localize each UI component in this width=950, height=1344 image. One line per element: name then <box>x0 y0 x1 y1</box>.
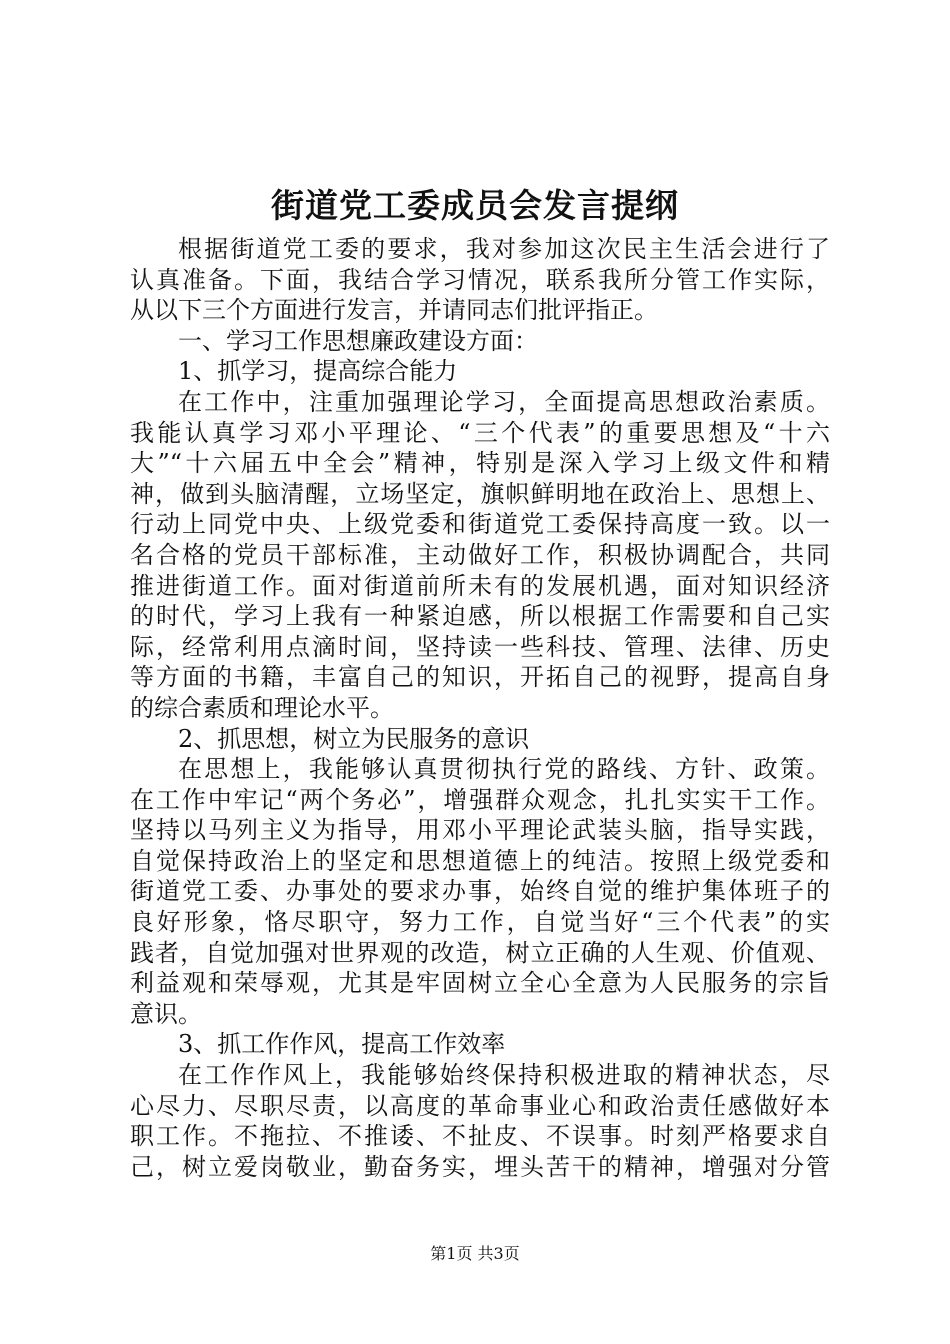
body-line: 践者，自觉加强对世界观的改造，树立正确的人生观、价值观、 <box>130 938 830 967</box>
body-line: 名合格的党员干部标准，主动做好工作，积极协调配合，共同 <box>130 540 830 569</box>
body-line: 1、抓学习，提高综合能力 <box>178 357 458 386</box>
body-line: 推进街道工作。面对街道前所未有的发展机遇，面对知识经济 <box>130 571 830 600</box>
body-line: 在工作作风上，我能够始终保持积极进取的精神状态，尽 <box>178 1061 830 1090</box>
body-line: 在工作中牢记“两个务必”，增强群众观念，扎扎实实干工作。 <box>130 785 830 814</box>
body-line: 2、抓思想，树立为民服务的意识 <box>178 724 530 753</box>
body-line: 心尽力、尽职尽责，以高度的革命事业心和政治责任感做好本 <box>130 1091 830 1120</box>
body-line: 的时代，学习上我有一种紧迫感，所以根据工作需要和自己实 <box>130 602 830 631</box>
body-line: 利益观和荣辱观，尤其是牢固树立全心全意为人民服务的宗旨 <box>130 969 830 998</box>
body-line: 际，经常利用点滴时间，坚持读一些科技、管理、法律、历史 <box>130 632 830 661</box>
document-title: 街道党工委成员会发言提纲 <box>271 186 679 225</box>
page-footer: 第1页 共3页 <box>430 1244 520 1263</box>
body-line: 根据街道党工委的要求，我对参加这次民主生活会进行了 <box>178 235 830 263</box>
body-line: 意识。 <box>130 999 202 1028</box>
body-line: 3、抓工作作风，提高工作效率 <box>178 1030 506 1059</box>
body-line: 在工作中，注重加强理论学习，全面提高思想政治素质。 <box>178 387 830 416</box>
body-line: 认真准备。下面，我结合学习情况，联系我所分管工作实际， <box>130 265 830 294</box>
body-line: 自觉保持政治上的坚定和思想道德上的纯洁。按照上级党委和 <box>130 846 830 875</box>
body-line: 等方面的书籍，丰富自己的知识，开拓自己的视野，提高自身 <box>130 663 830 692</box>
body-line: 从以下三个方面进行发言，并请同志们批评指正。 <box>130 296 658 325</box>
body-line: 的综合素质和理论水平。 <box>130 693 394 722</box>
body-line: 我能认真学习邓小平理论、“三个代表”的重要思想及“十六 <box>130 418 830 447</box>
document-body <box>130 234 830 1182</box>
body-line: 街道党工委、办事处的要求办事，始终自觉的维护集体班子的 <box>130 877 830 906</box>
body-line: 一、学习工作思想廉政建设方面： <box>178 326 538 355</box>
body-line: 在思想上，我能够认真贯彻执行党的路线、方针、政策。 <box>178 755 830 784</box>
body-line: 职工作。不拖拉、不推诿、不扯皮、不误事。时刻严格要求自 <box>130 1122 830 1151</box>
body-line: 行动上同党中央、上级党委和街道党工委保持高度一致。以一 <box>130 510 830 539</box>
body-line: 良好形象，恪尽职守，努力工作，自觉当好“三个代表”的实 <box>130 908 830 937</box>
body-line: 坚持以马列主义为指导，用邓小平理论武装头脑，指导实践， <box>130 816 830 845</box>
body-line: 大”“十六届五中全会”精神，特别是深入学习上级文件和精 <box>130 449 830 478</box>
body-line: 己，树立爱岗敬业，勤奋务实，埋头苦干的精神，增强对分管 <box>130 1152 830 1181</box>
body-line: 神，做到头脑清醒，立场坚定，旗帜鲜明地在政治上、思想上、 <box>130 479 830 508</box>
